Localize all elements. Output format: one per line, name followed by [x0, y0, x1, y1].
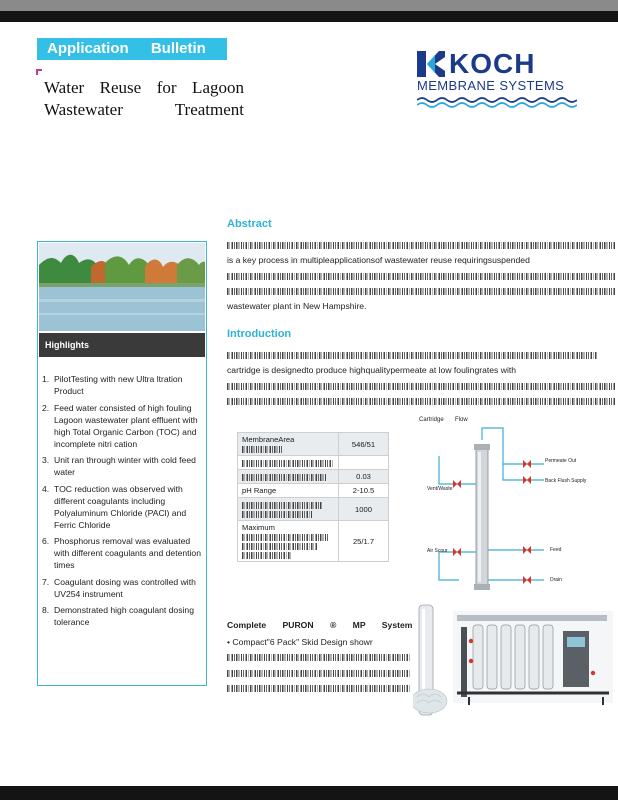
cartridge-flow-diagram	[419, 412, 609, 600]
puron-system-photos	[413, 601, 618, 719]
highlights-title: Highlights	[39, 333, 205, 357]
spec-table	[237, 432, 389, 562]
garbled-text	[227, 685, 411, 692]
list-item: 4. TOC reduction was observed with different coagulants including Polyaluminum Chloride (PACl) and Ferric Chloride	[42, 483, 187, 530]
logo-wave-icon	[417, 95, 577, 109]
diagram-label: Feed	[550, 547, 562, 553]
abstract-line: is a key process in multipleapplicationsof wastewater reuse requiringsuspended	[227, 255, 530, 266]
puron-heading: Complete PURON ® MP System	[227, 620, 413, 630]
garbled-text	[227, 352, 597, 359]
garbled-text	[227, 398, 615, 405]
highlights-list	[42, 373, 204, 633]
garbled-text	[227, 654, 411, 661]
abstract-line: wastewater plant in New Hampshire.	[227, 300, 367, 311]
garbled-text	[227, 273, 615, 280]
bulletin-label: Application Bulletin	[37, 38, 227, 60]
logo-name: KOCH	[449, 48, 536, 79]
table-row: 0.03	[238, 470, 389, 484]
table-row: Maximum 25/1.7	[238, 521, 389, 562]
cartridge-body	[476, 448, 488, 586]
table-row: 1000	[238, 498, 389, 521]
table-row: MembraneArea 546/51	[238, 433, 389, 456]
page-title: Water Reuse for Lagoon Wastewater Treatment	[44, 78, 244, 119]
introduction-heading: Introduction	[227, 328, 292, 340]
lagoon-photo	[39, 243, 205, 331]
list-item: 6. Phosphorus removal was evaluated with different coagulants and detention times	[42, 536, 201, 570]
bottom-bar	[0, 786, 618, 800]
table-row	[238, 456, 389, 470]
logo-sub: MEMBRANE SYSTEMS	[417, 78, 565, 93]
abstract-text	[227, 238, 615, 314]
list-item: 2. Feed water consisted of high fouling Lagoon wastewater plant effluent with high Total Organic Carbon (TOC) and incomplete nitri cation	[42, 402, 198, 449]
garbled-text	[227, 288, 615, 295]
koch-logo	[417, 48, 579, 113]
koch-k-icon	[417, 51, 445, 77]
puron-text	[227, 635, 411, 696]
table-row: pH Range 2-10.5	[238, 484, 389, 498]
corner-mark	[36, 69, 42, 75]
introduction-line: cartridge is designedto produce highqualitypermeate at low foulingrates with	[227, 365, 517, 376]
list-item: 3. Unit ran through winter with cold feed water	[42, 455, 196, 477]
diagram-label: Permeate Out	[545, 458, 577, 464]
list-item: 1. PilotTesting with new Ultra ltration Product	[42, 374, 183, 396]
top-bar-grey	[0, 0, 618, 11]
top-bar	[0, 0, 618, 22]
list-item: 7. Coagulant dosing was controlled with UV254 instrument	[42, 576, 196, 599]
garbled-text	[227, 242, 615, 249]
puron-bullet: • Compact"6 Pack" Skid Design showr	[227, 637, 373, 647]
diagram-label: Back Flush Supply	[545, 478, 587, 484]
diagram-label: Vent/Waste	[427, 486, 453, 492]
cartridge-label: Cartridge	[419, 417, 444, 423]
garbled-text	[227, 383, 615, 390]
abstract-heading: Abstract	[227, 218, 272, 230]
garbled-text	[227, 670, 411, 677]
flow-label: Flow	[455, 417, 468, 423]
introduction-text	[227, 348, 615, 409]
diagram-label: Drain	[550, 577, 562, 583]
highlights-sidebar	[37, 241, 207, 686]
diagram-label: Air Scour	[427, 548, 448, 554]
list-item: 8. Demonstrated high coagulant dosing tolerance	[42, 605, 194, 627]
valve-icon	[453, 460, 531, 584]
